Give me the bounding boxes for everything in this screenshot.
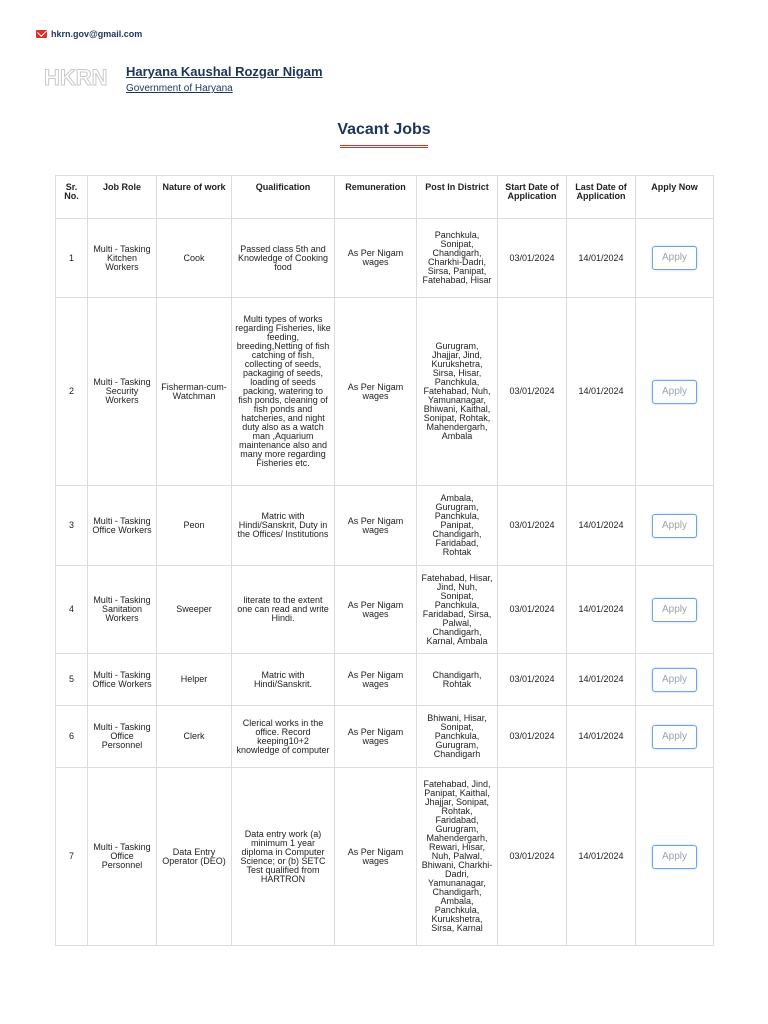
qualification-cell: Matric with Hindi/Sanskrit.: [232, 654, 335, 706]
last-date-cell: 14/01/2024: [567, 486, 636, 566]
envelope-icon: [36, 30, 47, 38]
table-row: [56, 486, 714, 566]
vacant-jobs-table: [55, 175, 714, 946]
district-cell: Gurugram, Jhajjar, Jind, Kurukshetra, Sirsa, Hisar, Panchkula, Fatehabad, Nuh, Yamunanagar, Bhiwani, Kaithal, Sonipat, Rohtak, Mahendergarh, Ambala: [417, 298, 498, 486]
apply-cell: [636, 768, 714, 946]
job-role-cell: Multi - Tasking Kitchen Workers: [88, 219, 157, 298]
contact-bar: [36, 29, 142, 39]
start-date-cell: 03/01/2024: [498, 486, 567, 566]
nature-of-work-cell: Peon: [157, 486, 232, 566]
sr-no-cell: 7: [56, 768, 88, 946]
hkrn-logo[interactable]: HKRN: [44, 65, 108, 90]
remuneration-cell: As Per Nigam wages: [335, 768, 417, 946]
district-cell: Chandigarh, Rohtak: [417, 654, 498, 706]
district-cell: Ambala, Gurugram, Panchkula, Panipat, Chandigarh, Faridabad, Rohtak: [417, 486, 498, 566]
column-header: Apply Now: [636, 176, 714, 219]
column-header: Remuneration: [335, 176, 417, 219]
apply-button[interactable]: Apply: [652, 725, 697, 749]
table-row: [56, 706, 714, 768]
apply-cell: [636, 566, 714, 654]
remuneration-cell: As Per Nigam wages: [335, 566, 417, 654]
apply-cell: [636, 298, 714, 486]
table-row: [56, 654, 714, 706]
table-header-row: [56, 176, 714, 219]
last-date-cell: 14/01/2024: [567, 768, 636, 946]
column-header: Nature of work: [157, 176, 232, 219]
table-row: [56, 219, 714, 298]
start-date-cell: 03/01/2024: [498, 654, 567, 706]
column-header: Qualification: [232, 176, 335, 219]
nature-of-work-cell: Helper: [157, 654, 232, 706]
nature-of-work-cell: Fisherman-cum-Watchman: [157, 298, 232, 486]
remuneration-cell: As Per Nigam wages: [335, 706, 417, 768]
nature-of-work-cell: Cook: [157, 219, 232, 298]
page-heading: [0, 121, 768, 148]
last-date-cell: 14/01/2024: [567, 219, 636, 298]
qualification-cell: Clerical works in the office. Record keeping10+2 knowledge of computer: [232, 706, 335, 768]
government-link[interactable]: Government of Haryana: [126, 83, 233, 94]
sr-no-cell: 2: [56, 298, 88, 486]
column-header: Last Date of Application: [567, 176, 636, 219]
last-date-cell: 14/01/2024: [567, 706, 636, 768]
start-date-cell: 03/01/2024: [498, 219, 567, 298]
apply-button[interactable]: Apply: [652, 668, 697, 692]
district-cell: Panchkula, Sonipat, Chandigarh, Charkhi-Dadri, Sirsa, Panipat, Fatehabad, Hisar: [417, 219, 498, 298]
qualification-cell: Data entry work (a) minimum 1 year diploma in Computer Science; or (b) SETC Test qualified from HARTRON: [232, 768, 335, 946]
qualification-cell: Multi types of works regarding Fisheries, like feeding, breeding,Netting of fish catching of fish, collecting of seeds, packaging of seeds, loading of seeds packing, watering to fish ponds, cleaning of fish ponds and hatcheries, and night duty also as a watch man ,Aquarium maintenance also and many more regarding Fisheries etc.: [232, 298, 335, 486]
sr-no-cell: 6: [56, 706, 88, 768]
sr-no-cell: 5: [56, 654, 88, 706]
organization-name-link[interactable]: Haryana Kaushal Rozgar Nigam: [126, 64, 323, 79]
sr-no-cell: 3: [56, 486, 88, 566]
last-date-cell: 14/01/2024: [567, 654, 636, 706]
nature-of-work-cell: Data Entry Operator (DEO): [157, 768, 232, 946]
job-role-cell: Multi - Tasking Sanitation Workers: [88, 566, 157, 654]
job-role-cell: Multi - Tasking Office Workers: [88, 486, 157, 566]
nature-of-work-cell: Clerk: [157, 706, 232, 768]
job-role-cell: Multi - Tasking Security Workers: [88, 298, 157, 486]
apply-cell: [636, 486, 714, 566]
qualification-cell: Passed class 5th and Knowledge of Cooking food: [232, 219, 335, 298]
apply-button[interactable]: Apply: [652, 514, 697, 538]
sr-no-cell: 1: [56, 219, 88, 298]
column-header: Start Date of Application: [498, 176, 567, 219]
column-header: Post In District: [417, 176, 498, 219]
nature-of-work-cell: Sweeper: [157, 566, 232, 654]
apply-cell: [636, 706, 714, 768]
start-date-cell: 03/01/2024: [498, 706, 567, 768]
district-cell: Fatehabad, Jind, Panipat, Kaithal, Jhajjar, Sonipat, Rohtak, Faridabad, Gurugram, Mahendergarh, Rewari, Hisar, Nuh, Palwal, Bhiwani, Charkhi-Dadri, Yamunanagar, Chandigarh, Ambala, Panchkula, Kurukshetra, Sirsa, Karnal: [417, 768, 498, 946]
start-date-cell: 03/01/2024: [498, 298, 567, 486]
table-row: [56, 768, 714, 946]
apply-button[interactable]: Apply: [652, 598, 697, 622]
job-role-cell: Multi - Tasking Office Personnel: [88, 706, 157, 768]
last-date-cell: 14/01/2024: [567, 298, 636, 486]
brand-text: [126, 62, 323, 94]
remuneration-cell: As Per Nigam wages: [335, 654, 417, 706]
remuneration-cell: As Per Nigam wages: [335, 219, 417, 298]
title-underline: [340, 145, 428, 148]
apply-button[interactable]: Apply: [652, 246, 697, 270]
district-cell: Fatehabad, Hisar, Jind, Nuh, Sonipat, Panchkula, Faridabad, Sirsa, Palwal, Chandigarh, Karnal, Ambala: [417, 566, 498, 654]
remuneration-cell: As Per Nigam wages: [335, 486, 417, 566]
apply-cell: [636, 219, 714, 298]
start-date-cell: 03/01/2024: [498, 768, 567, 946]
column-header: Sr. No.: [56, 176, 88, 219]
job-role-cell: Multi - Tasking Office Workers: [88, 654, 157, 706]
sr-no-cell: 4: [56, 566, 88, 654]
last-date-cell: 14/01/2024: [567, 566, 636, 654]
table-row: [56, 566, 714, 654]
apply-button[interactable]: Apply: [652, 845, 697, 869]
page-title: Vacant Jobs: [337, 121, 431, 138]
contact-email-link[interactable]: hkrn.gov@gmail.com: [51, 29, 143, 39]
remuneration-cell: As Per Nigam wages: [335, 298, 417, 486]
table-row: [56, 298, 714, 486]
district-cell: Bhiwani, Hisar, Sonipat, Panchkula, Gurugram, Chandigarh: [417, 706, 498, 768]
apply-cell: [636, 654, 714, 706]
start-date-cell: 03/01/2024: [498, 566, 567, 654]
column-header: Job Role: [88, 176, 157, 219]
qualification-cell: Matric with Hindi/Sanskrit, Duty in the Offices/ Institutions: [232, 486, 335, 566]
apply-button[interactable]: Apply: [652, 380, 697, 404]
qualification-cell: literate to the extent one can read and write Hindi.: [232, 566, 335, 654]
job-role-cell: Multi - Tasking Office Personnel: [88, 768, 157, 946]
site-brand: [44, 62, 323, 94]
